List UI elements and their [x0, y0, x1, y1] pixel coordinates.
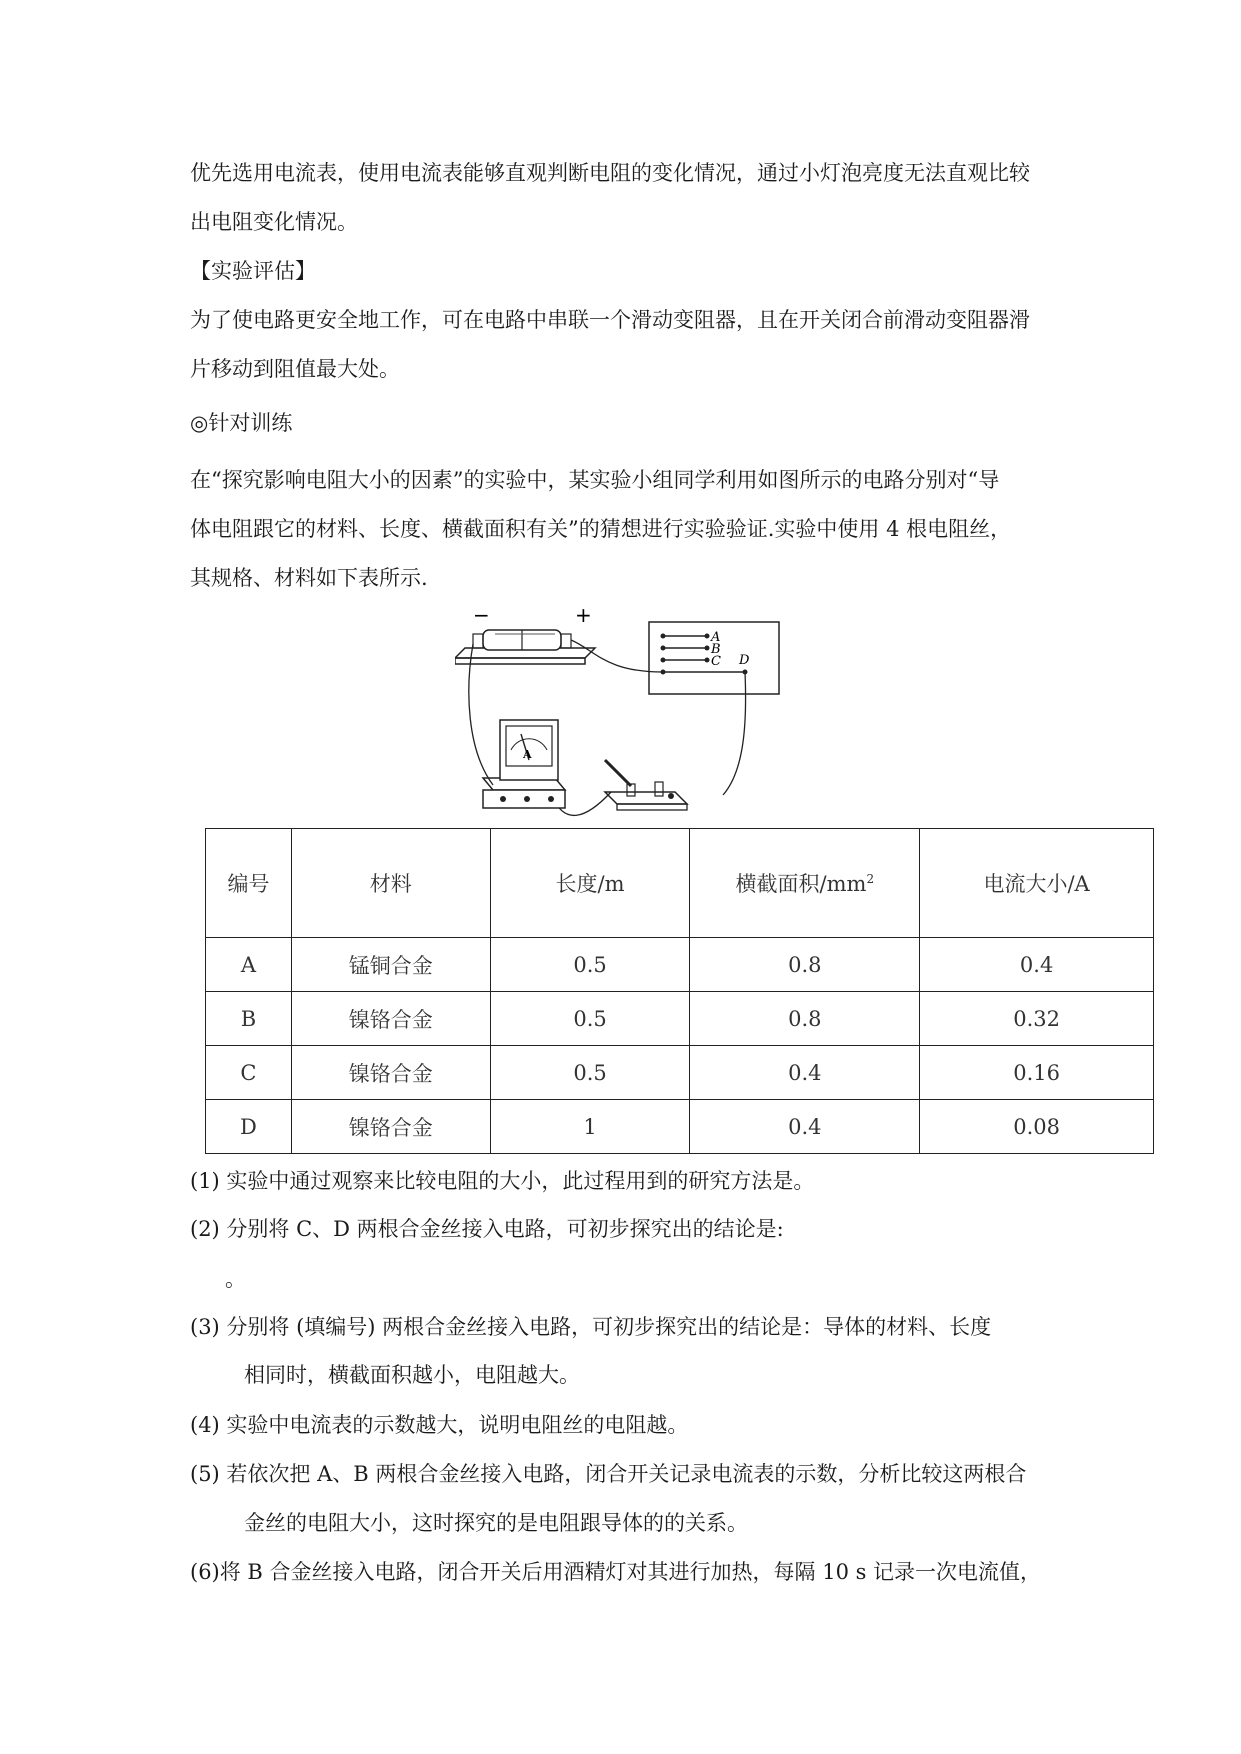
table-header-row [206, 829, 1154, 938]
table-row [206, 938, 1154, 992]
table-cell: A [206, 938, 292, 992]
table-cell: 1 [490, 1100, 690, 1154]
section-heading: ◎针对训练 [190, 411, 293, 435]
table-cell: 0.08 [920, 1100, 1154, 1154]
wire-label-b: B [711, 642, 721, 657]
table-header-cell: 电流大小/A [920, 829, 1154, 938]
table-cell: 镍铬合金 [291, 992, 490, 1046]
header-text: 横截面积/mm [735, 872, 867, 896]
question-4: (4) 实验中电流表的示数越大，说明电阻丝的电阻越。 [190, 1413, 689, 1437]
paragraph-line: 为了使电路更安全地工作，可在电路中串联一个滑动变阻器，且在开关闭合前滑动变阻器滑 [190, 308, 1030, 332]
wire-label-c: C [711, 654, 721, 669]
table-cell: 锰铜合金 [291, 938, 490, 992]
table-cell: 0.4 [920, 938, 1154, 992]
ammeter-label: A [523, 748, 532, 761]
table-cell: 镍铬合金 [291, 1046, 490, 1100]
question-2-blank: 。 [225, 1267, 246, 1291]
paragraph-line: 体电阻跟它的材料、长度、横截面积有关”的猜想进行实验验证.实验中使用 4 根电阻丝， [190, 517, 1012, 541]
question-5: (5) 若依次把 A、B 两根合金丝接入电路，闭合开关记录电流表的示数，分析比较这两根合 [190, 1462, 1027, 1486]
wire-label-a: A [711, 630, 721, 645]
table-cell: 0.5 [490, 938, 690, 992]
table-row [206, 1100, 1154, 1154]
table-cell: 0.5 [490, 1046, 690, 1100]
paragraph-line: 优先选用电流表，使用电流表能够直观判断电阻的变化情况，通过小灯泡亮度无法直观比较 [190, 161, 1030, 185]
resistance-wire-table [205, 828, 1154, 1154]
table-cell: C [206, 1046, 292, 1100]
switch-icon [605, 760, 687, 810]
plus-label: + [575, 603, 592, 627]
table-row [206, 1046, 1154, 1100]
table-cell: 镍铬合金 [291, 1100, 490, 1154]
question-3: (3) 分别将 (填编号) 两根合金丝接入电路，可初步探究出的结论是：导体的材料、长度 [190, 1315, 992, 1339]
question-3-cont: 相同时，横截面积越小，电阻越大。 [244, 1363, 580, 1387]
table-cell: B [206, 992, 292, 1046]
paragraph-line: 片移动到阻值最大处。 [190, 357, 400, 381]
header-superscript: 2 [866, 872, 875, 886]
paragraph-line: 出电阻变化情况。 [190, 210, 358, 234]
table-header-cell [690, 829, 920, 938]
table-cell: 0.8 [690, 938, 920, 992]
question-1: (1) 实验中通过观察来比较电阻的大小，此过程用到的研究方法是。 [190, 1169, 815, 1193]
table-header-cell: 编号 [206, 829, 292, 938]
section-heading: 【实验评估】 [190, 259, 316, 283]
table-cell: 0.8 [690, 992, 920, 1046]
table-header-cell: 长度/m [490, 829, 690, 938]
table-cell: 0.5 [490, 992, 690, 1046]
circuit-diagram [455, 600, 785, 830]
question-2: (2) 分别将 C、D 两根合金丝接入电路，可初步探究出的结论是: [190, 1217, 784, 1241]
table-cell: 0.4 [690, 1100, 920, 1154]
wire-label-d: D [739, 653, 750, 668]
table-cell: 0.16 [920, 1046, 1154, 1100]
ammeter-icon [483, 720, 565, 808]
question-5-cont: 金丝的电阻大小，这时探究的是电阻跟导体的的关系。 [244, 1511, 748, 1535]
paragraph-line: 其规格、材料如下表所示. [190, 566, 428, 590]
table-row [206, 992, 1154, 1046]
table-cell: 0.32 [920, 992, 1154, 1046]
table-cell: 0.4 [690, 1046, 920, 1100]
table-header-cell: 材料 [291, 829, 490, 938]
minus-label: − [473, 603, 490, 627]
table-cell: D [206, 1100, 292, 1154]
paragraph-line: 在“探究影响电阻大小的因素”的实验中，某实验小组同学利用如图所示的电路分别对“导 [190, 468, 1000, 492]
question-6: (6)将 B 合金丝接入电路，闭合开关后用酒精灯对其进行加热，每隔 10 s 记录一次电流值， [190, 1560, 1042, 1584]
